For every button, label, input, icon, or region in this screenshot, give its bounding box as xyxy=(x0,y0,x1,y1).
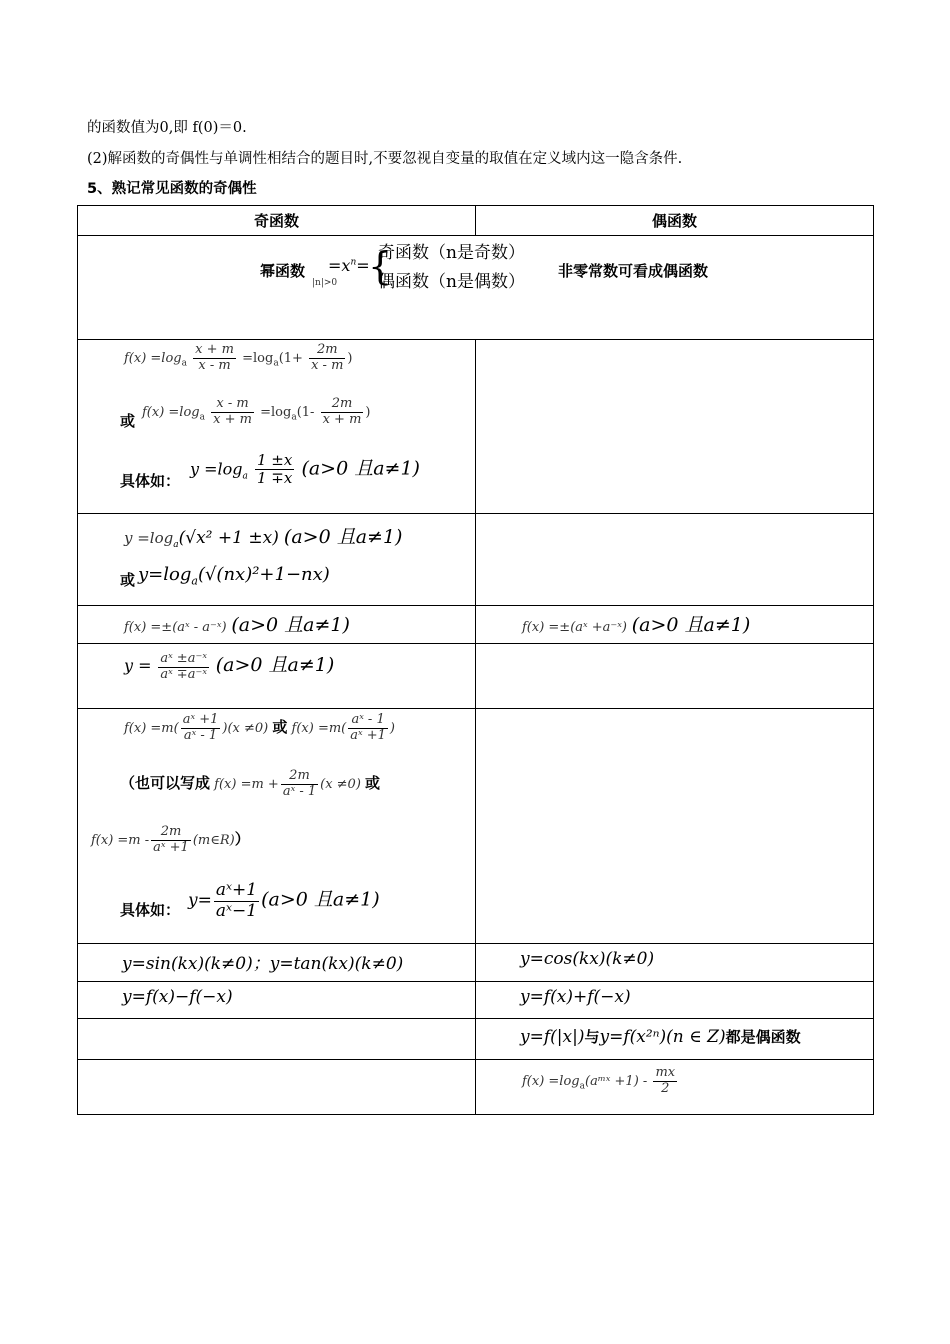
compose-even: y=f(x)+f(−x) xyxy=(520,987,631,1007)
log-line-1: $f(x) =\log_a$ $\frac{x + m}{x - m}$ $=\log_a(1+$ $\frac{2m}{x - m}$ ) xyxy=(124,342,353,373)
log-line-2: $f(x) =\log_a$ $\frac{x - m}{x + m}$ $=\log_a(1-$ $\frac{2m}{x + m}$ ) xyxy=(142,396,371,427)
power-case-odd: 奇函数（n是奇数） xyxy=(378,243,525,263)
m-example: y= $\frac{\text{aˣ+1}}{\text{aˣ−1}}$ (a>0 且a≠1) xyxy=(188,880,380,921)
power-formula-lead: =x xyxy=(328,256,351,275)
m-line-2: （也可以写成 f(x) =m + $\frac{2m}{\text{aˣ - 1}}$ (x ≠0) 或 xyxy=(120,768,381,799)
trig-odd: y=sin(kx)(k≠0)；y=tan(kx)(k≠0) xyxy=(122,954,404,974)
compose-even-cell xyxy=(476,982,874,1019)
exp-diff-odd: f(x) =±(aˣ - a⁻ˣ) (a>0 且a≠1) xyxy=(124,614,350,636)
log-exp-even: $f(x) =\log_a(aᵐˣ +1)$ - $\frac{mx}{2}$ xyxy=(522,1065,676,1096)
header-row xyxy=(78,206,874,236)
sqrt-even-cell xyxy=(476,514,874,606)
log-odd-cell xyxy=(78,340,476,514)
log-row xyxy=(78,340,874,514)
power-row xyxy=(78,236,874,340)
trig-even-cell xyxy=(476,944,874,982)
log-example: $y =\log_a$ $\frac{1 \pm x}{1 \mp x}$ (a>0 且a≠1) xyxy=(190,451,420,488)
exp-diff-odd-cell xyxy=(78,606,476,644)
intro-line-2: (2)解函数的奇偶性与单调性相结合的题目时,不要忽视自变量的取值在定义域内这一隐含条件. xyxy=(87,151,683,167)
abs-even: y=f(|x|)与y=f(x²ⁿ)(n ∈ Z)都是偶函数 xyxy=(520,1027,801,1047)
trig-row xyxy=(78,944,874,982)
exp-diff-row xyxy=(78,606,874,644)
m-line-3: f(x) =m - $\frac{2m}{\text{aˣ +1}}$ (m∈R)） xyxy=(91,824,250,855)
sqrt-odd-cell xyxy=(78,514,476,606)
m-example-label: 具体如： xyxy=(120,901,181,919)
power-exp: n xyxy=(350,257,357,268)
log-exp-even-cell xyxy=(476,1060,874,1115)
m-odd-cell xyxy=(78,709,476,944)
sqrt-or-label: 或 xyxy=(120,571,136,589)
log-or-label: 或 xyxy=(120,412,136,430)
compose-odd-cell xyxy=(78,982,476,1019)
abs-even-cell xyxy=(476,1019,874,1060)
exp-frac-even-cell xyxy=(476,644,874,709)
odd-header: 奇函数 xyxy=(78,206,476,236)
abs-row xyxy=(78,1019,874,1060)
power-subnote: |n|>0 xyxy=(312,278,338,288)
power-note: 非零常数可看成偶函数 xyxy=(558,262,709,280)
intro-line-1: 的函数值为0,即 f(0)＝0. xyxy=(87,120,247,136)
compose-odd: y=f(x)−f(−x) xyxy=(122,987,233,1007)
exp-frac-row xyxy=(78,644,874,709)
section-heading: 5、熟记常见函数的奇偶性 xyxy=(87,181,257,197)
log-exp-row xyxy=(78,1060,874,1115)
trig-even: y=cos(kx)(k≠0) xyxy=(520,949,655,969)
abs-odd-cell xyxy=(78,1019,476,1060)
power-case-even: 偶函数（n是偶数） xyxy=(378,272,525,292)
exp-diff-even-cell xyxy=(476,606,874,644)
m-row xyxy=(78,709,874,944)
power-label: 幂函数 xyxy=(260,262,306,280)
trig-odd-cell xyxy=(78,944,476,982)
m-even-cell xyxy=(476,709,874,944)
m-line-1: f(x) =m( $\frac{\text{aˣ +1}}{\text{aˣ - 1}}$ )(x ≠0) 或 f(x) =m( $\frac{\text{aˣ - 1}}{\text{aˣ +1}}$ ) xyxy=(124,712,395,743)
exp-frac-odd: y = $\frac{\text{aˣ ±a⁻ˣ}}{\text{aˣ ∓a⁻ˣ}}$ (a>0 且a≠1) xyxy=(124,650,335,682)
compose-row xyxy=(78,982,874,1019)
log-even-cell xyxy=(476,340,874,514)
parity-table xyxy=(77,205,874,1115)
power-brace: { xyxy=(368,244,393,288)
even-header: 偶函数 xyxy=(476,206,874,236)
log-example-label: 具体如： xyxy=(120,472,181,490)
exp-frac-odd-cell xyxy=(78,644,476,709)
sqrt-line-1: $y =\log_a(√x^2 +1 \pm x)$ (a>0 且a≠1) xyxy=(124,526,403,551)
log-exp-odd-cell xyxy=(78,1060,476,1115)
exp-diff-even: f(x) =±(aˣ +a⁻ˣ) (a>0 且a≠1) xyxy=(522,614,751,636)
sqrt-line-2: $y=\log_a(√(nx)^2+1-nx)$ xyxy=(138,564,330,588)
sqrt-row xyxy=(78,514,874,606)
power-formula: $=x^n=$ xyxy=(328,256,370,275)
